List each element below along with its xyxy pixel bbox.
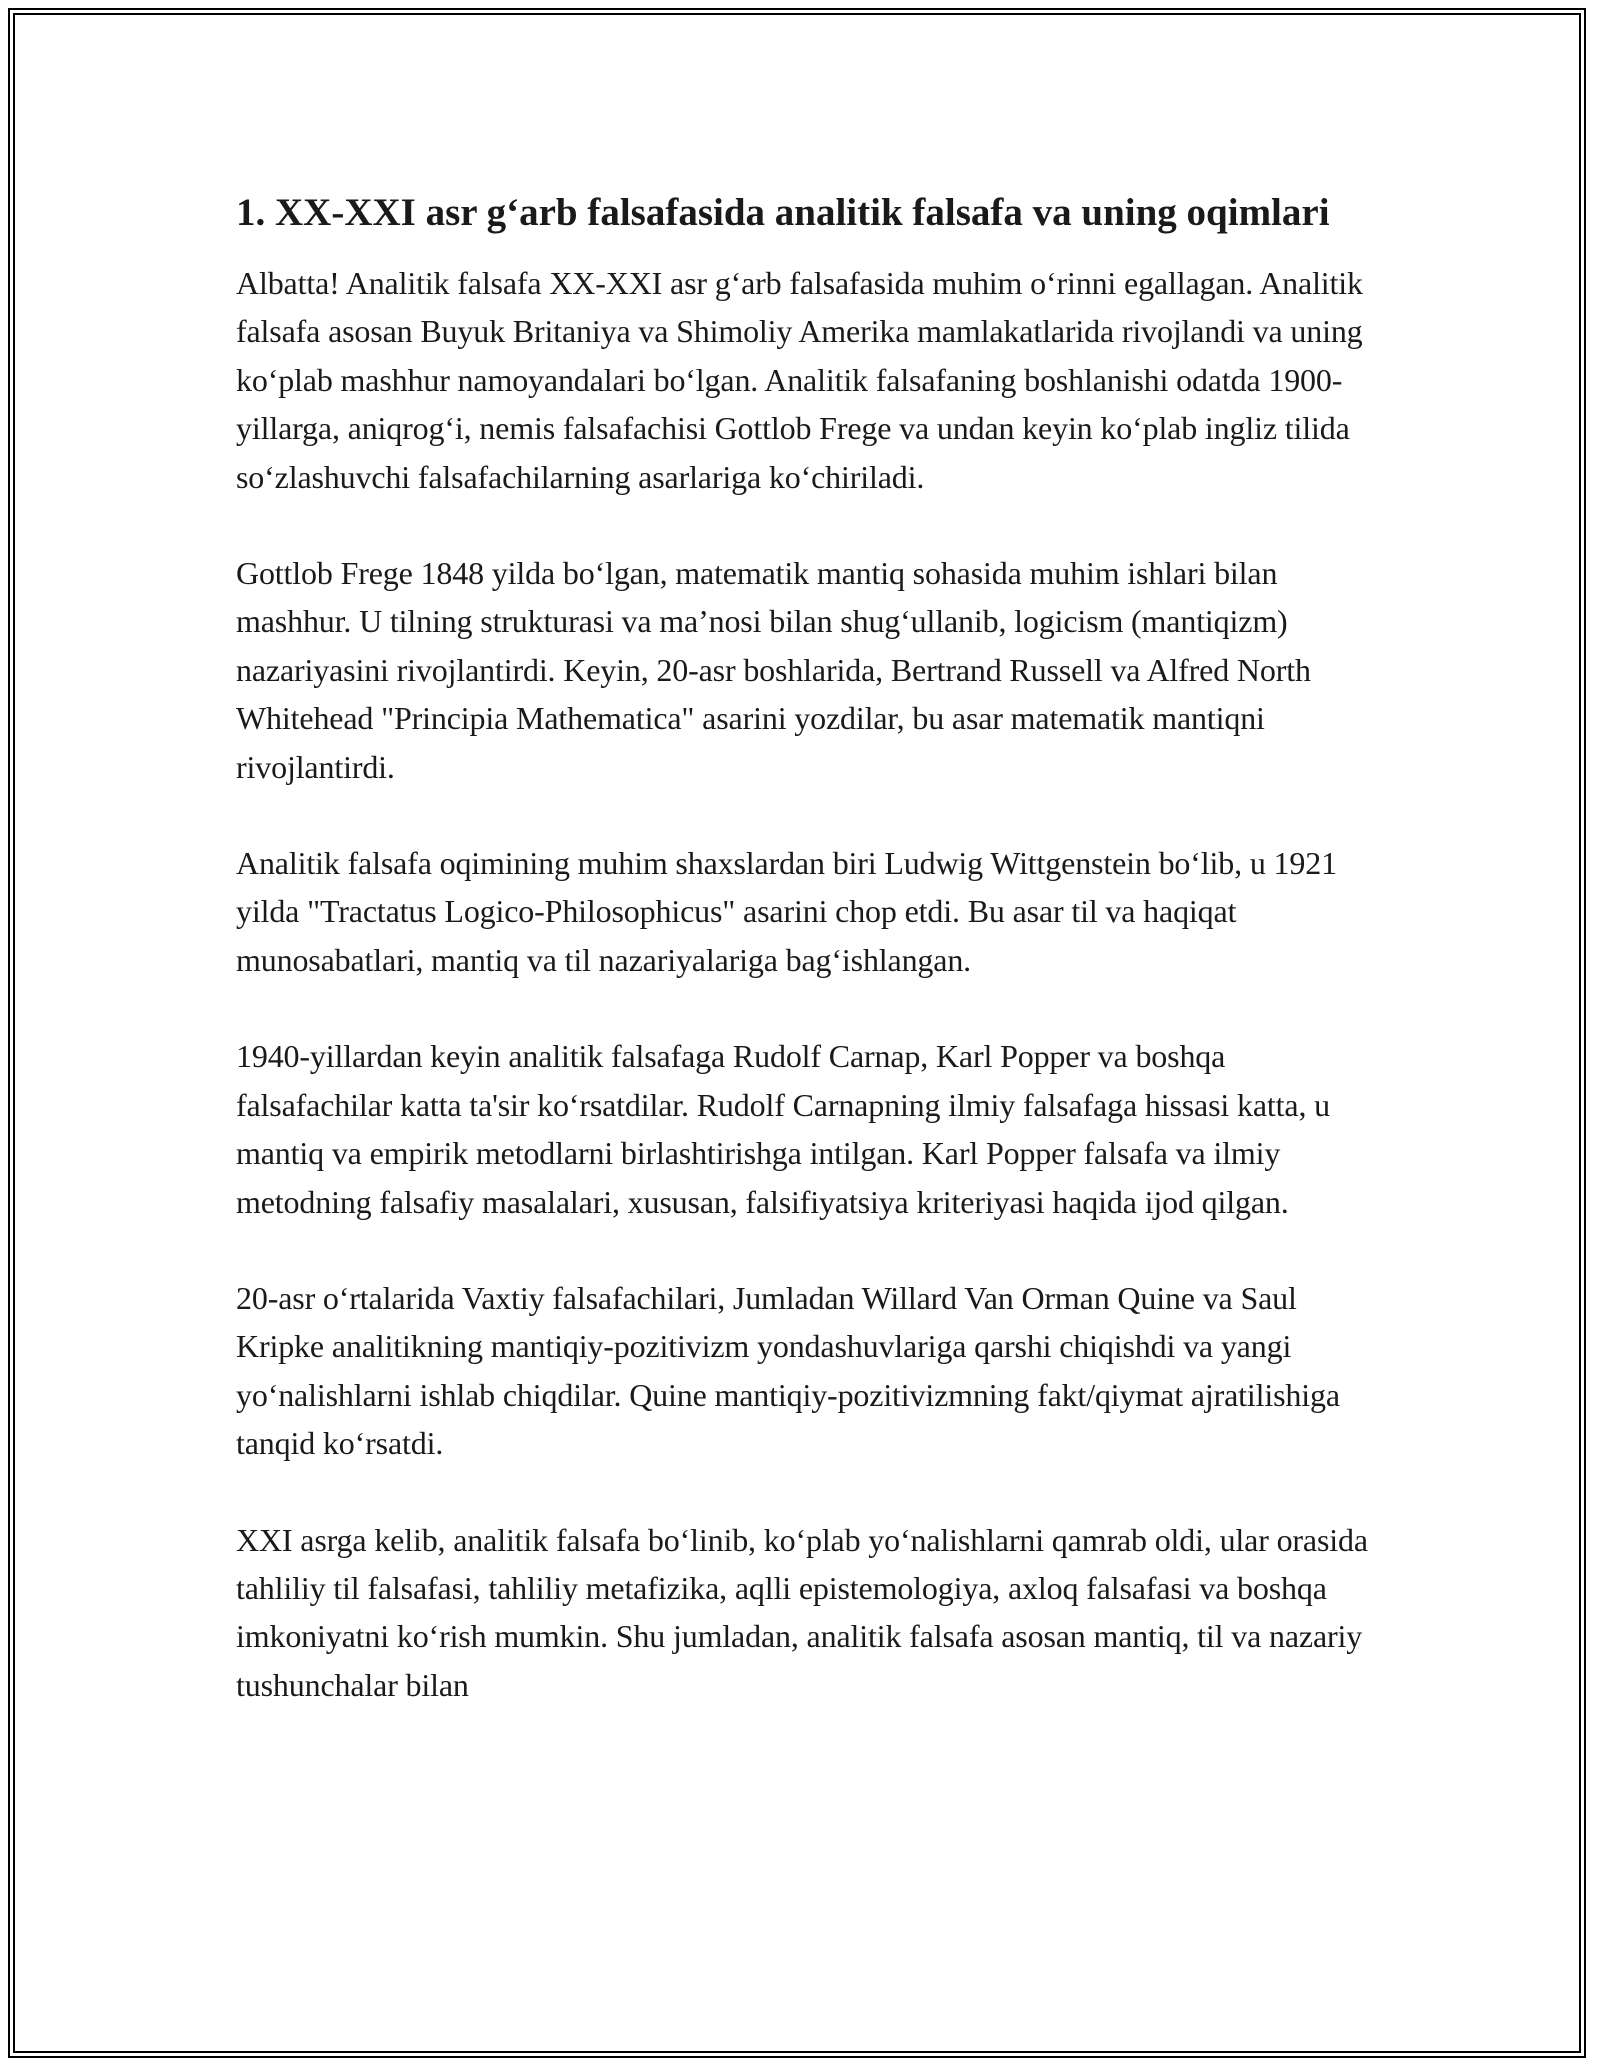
- paragraph-frege: Gottlob Frege 1848 yilda bo‘lgan, matematik mantiq sohasida muhim ishlari bilan mashhur. U tilning strukturasi va ma’nosi bilan shug‘ullanib, logicism (mantiqizm) nazariyasini rivojlantirdi. Keyin, 20-asr boshlarida, Bertrand Russell va Alfred North Whitehead "Principia Mathematica" asarini yozdilar, bu asar matematik mantiqni rivojlantirdi.: [236, 555, 1311, 785]
- paragraph-carnap-popper: 1940-yillardan keyin analitik falsafaga Rudolf Carnap, Karl Popper va boshqa falsafachilar katta ta'sir ko‘rsatdilar. Rudolf Carnapning ilmiy falsafaga hissasi katta, u mantiq va empirik metodlarni birlashtirishga intilgan. Karl Popper falsafa va ilmiy metodning falsafiy masalalari, xususan, falsifiyatsiya kriteriyasi haqida ijod qilgan.: [236, 1038, 1330, 1220]
- section-heading: 1. XX-XXI asr g‘arb falsafasida analitik falsafa va uning oqimlari: [236, 191, 1330, 234]
- paragraph-wittgenstein: Analitik falsafa oqimining muhim shaxslardan biri Ludwig Wittgenstein bo‘lib, u 1921 yilda "Tractatus Logico-Philosophicus" asarini chop etdi. Bu asar til va haqiqat munosabatlari, mantiq va til nazariyalariga bag‘ishlangan.: [236, 845, 1337, 978]
- paragraph-21st-century: XXI asrga kelib, analitik falsafa bo‘linib, ko‘plab yo‘nalishlarni qamrab oldi, ular orasida tahliliy til falsafasi, tahliliy metafizika, aqlli epistemologiya, axloq falsafasi va boshqa imkoniyatni ko‘rish mumkin. Shu jumladan, analitik falsafa asosan mantiq, til va nazariy tushunchalar bilan: [236, 1521, 1368, 1703]
- paragraph-quine-kripke: 20-asr o‘rtalarida Vaxtiy falsafachilari, Jumladan Willard Van Orman Quine va Saul Kripke analitikning mantiqiy-pozitivizm yondashuvlariga qarshi chiqishdi va yangi yo‘nalishlarni ishlab chiqdilar. Quine mantiqiy-pozitivizmning fakt/qiymat ajratilishiga tanqid ko‘rsatdi.: [236, 1279, 1340, 1462]
- document-body: [236, 185, 1376, 1709]
- paragraph-intro: Albatta! Analitik falsafa XX-XXI asr g‘arb falsafasida muhim o‘rinni egallagan. Analitik falsafa asosan Buyuk Britaniya va Shimoliy Amerika mamlakatlarida rivojlandi va uning ko‘plab mashhur namoyandalari bo‘lgan. Analitik falsafaning boshlanishi odatda 1900-yillarga, aniqrog‘i, nemis falsafachisi Gottlob Frege va undan keyin ko‘plab ingliz tilida so‘zlashuvchi falsafachilarning asarlariga ko‘chiriladi.: [236, 265, 1363, 495]
